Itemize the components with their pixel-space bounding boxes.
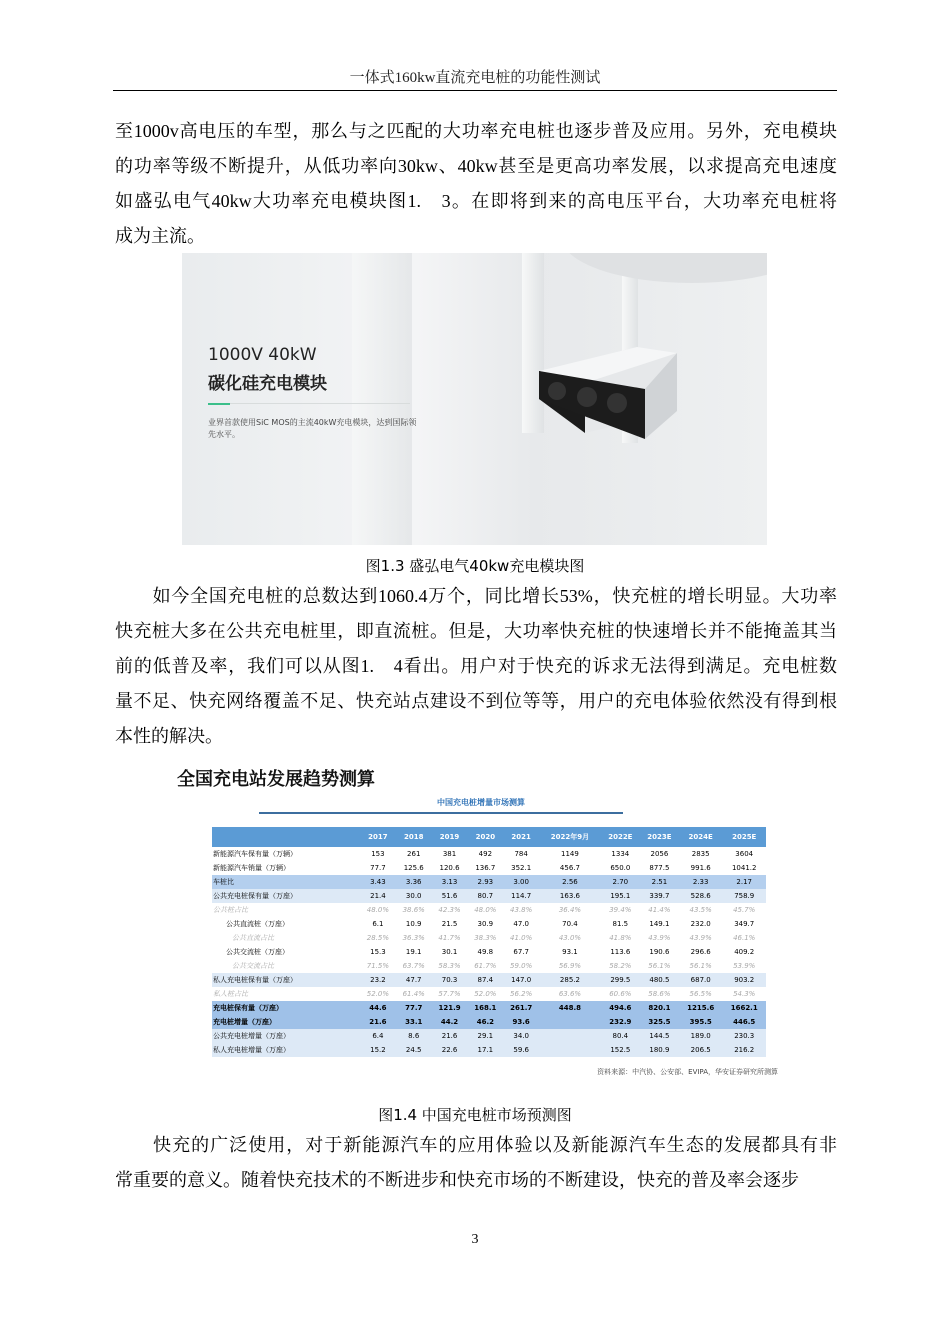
paragraph-3 <box>115 1128 837 1198</box>
table-row <box>212 917 766 931</box>
table-cell: 190.6 <box>649 948 670 956</box>
column-header: 2019 <box>432 827 468 847</box>
figure-title-2: 碳化硅充电模块 <box>208 374 327 394</box>
table-cell: 1215.6 <box>679 1001 722 1015</box>
row-label: 充电桩增量（万座） <box>212 1015 360 1029</box>
table-cell: 67.7 <box>513 948 529 956</box>
column-header: 2024E <box>679 827 722 847</box>
table-cell: 650.0 <box>610 864 631 872</box>
text-line: 常重要的意义。随着快充技术的不断进步和快充市场的不断建设，快充的普及率会逐步 <box>115 1170 799 1190</box>
table-cell: 57.7% <box>438 990 461 998</box>
table-cell: 153 <box>371 850 385 858</box>
table-cell: 43.5% <box>689 906 712 914</box>
text-line: 的功率等级不断提升，从低功率向30kw、40kw甚至是更高功率发展，以求提高充电速度 <box>115 156 837 176</box>
row-label: 车桩比 <box>212 875 360 889</box>
table-cell: 3.13 <box>432 875 468 889</box>
column-header: 2022年9月 <box>539 827 601 847</box>
table-cell: 3.00 <box>503 875 539 889</box>
column-header <box>212 827 360 847</box>
table-cell: 446.5 <box>722 1015 766 1029</box>
table-cell: 1149 <box>561 850 579 858</box>
table-cell: 492 <box>478 850 493 858</box>
table-cell: 820.1 <box>640 1001 679 1015</box>
table-cell: 2.56 <box>539 875 601 889</box>
table-cell: 70.3 <box>432 973 468 987</box>
table-cell: 52.0% <box>366 990 390 998</box>
table-cell: 46.1% <box>733 934 756 942</box>
text-line: 量不足、快充网络覆盖不足、快充站点建设不到位等等，用户的充电体验依然没有得到根 <box>115 691 837 711</box>
table-cell: 3604 <box>735 850 754 858</box>
table-cell: 61.4% <box>402 990 425 998</box>
column-header: 2021 <box>503 827 539 847</box>
table-cell: 54.3% <box>733 990 756 998</box>
table-cell: 206.5 <box>679 1043 722 1057</box>
row-label: 公共充电桩保有量（万座） <box>212 889 360 903</box>
table-cell: 56.2% <box>510 990 533 998</box>
table-cell: 44.6 <box>360 1001 396 1015</box>
table-cell: 30.0 <box>396 889 432 903</box>
table-cell: 758.9 <box>722 889 766 903</box>
table-cell: 189.0 <box>679 1029 722 1043</box>
table-cell: 59.0% <box>510 962 533 970</box>
table-cell: 325.5 <box>640 1015 679 1029</box>
text-line: 快充桩大多在公共充电桩里，即直流桩。但是，大功率快充桩的快速增长并不能掩盖其当 <box>115 621 837 641</box>
table-cell: 114.7 <box>503 889 539 903</box>
table-cell: 1041.2 <box>731 864 757 872</box>
table-cell: 991.6 <box>690 864 711 872</box>
table-cell: 77.7 <box>370 864 386 872</box>
text-line: 本性的解决。 <box>115 726 223 746</box>
table-cell: 41.0% <box>510 934 533 942</box>
row-label: 新能源汽车保有量（万辆） <box>213 850 297 858</box>
table-cell: 56.5% <box>689 990 712 998</box>
table-cell: 39.4% <box>609 906 632 914</box>
column-header: 2022E <box>601 827 640 847</box>
table-cell: 528.6 <box>679 889 722 903</box>
table-cell: 1334 <box>611 850 630 858</box>
table-row <box>212 987 766 1001</box>
table-cell: 494.6 <box>601 1001 640 1015</box>
table-cell: 87.4 <box>467 973 503 987</box>
table-row <box>212 1029 766 1043</box>
column-header: 2025E <box>722 827 766 847</box>
table-cell: 59.6 <box>503 1043 539 1057</box>
table-cell: 296.6 <box>690 948 711 956</box>
table-row <box>212 931 766 945</box>
table-row <box>212 889 766 903</box>
table-cell: 409.2 <box>734 948 755 956</box>
table-cell: 456.7 <box>559 864 580 872</box>
table-cell: 23.2 <box>360 973 396 987</box>
table-cell: 47.7 <box>396 973 432 987</box>
table-cell: 216.2 <box>722 1043 766 1057</box>
accent-bar <box>208 403 230 405</box>
table-cell: 41.7% <box>438 934 461 942</box>
table-cell: 60.6% <box>609 990 632 998</box>
table-cell: 77.7 <box>396 1001 432 1015</box>
table-cell: 261 <box>407 850 421 858</box>
table-cell: 2.33 <box>679 875 722 889</box>
table-cell: 2.70 <box>601 875 640 889</box>
table-cell: 21.4 <box>360 889 396 903</box>
row-label: 新能源汽车销量（万辆） <box>213 864 290 872</box>
column-header: 2020 <box>467 827 503 847</box>
table-subtitle: 中国充电桩增量市场测算 <box>437 798 525 807</box>
figure-title-1: 1000V 40kW <box>208 345 317 365</box>
table-cell: 480.5 <box>640 973 679 987</box>
table-cell: 49.8 <box>477 948 494 956</box>
table-row <box>212 1015 766 1029</box>
table-cell: 42.3% <box>438 906 461 914</box>
table-cell: 285.2 <box>539 973 601 987</box>
text-line: 如今全国充电桩的总数达到1060.4万个，同比增长53%，快充桩的增长明显。大功率 <box>115 586 837 606</box>
column-header: 2017 <box>360 827 396 847</box>
table-cell: 163.6 <box>539 889 601 903</box>
row-label: 公共充电桩增量（万座） <box>212 1029 360 1043</box>
table-cell: 149.1 <box>649 920 670 928</box>
table-row <box>212 875 766 889</box>
table-cell: 22.6 <box>432 1043 468 1057</box>
table-cell: 47.0 <box>513 920 529 928</box>
figure-1-3-caption: 图1.3 盛弘电气40kw充电模块图 <box>365 557 585 575</box>
table-cell: 144.5 <box>640 1029 679 1043</box>
table-cell: 28.5% <box>366 934 390 942</box>
table-cell <box>539 1043 601 1057</box>
table-cell: 38.3% <box>474 934 497 942</box>
table-cell: 136.7 <box>475 864 496 872</box>
paragraph-1 <box>115 114 837 254</box>
table-cell: 6.4 <box>360 1029 396 1043</box>
table-cell: 2.17 <box>722 875 766 889</box>
charging-module-icon <box>537 341 677 439</box>
table-source: 资料来源：中汽协、公安部、EVIPA，华安证券研究所测算 <box>597 1068 778 1076</box>
table-cell: 58.6% <box>648 990 671 998</box>
table-cell: 58.2% <box>609 962 632 970</box>
row-label: 公共交流桩（万座） <box>226 948 289 956</box>
table-cell: 15.3 <box>370 948 386 956</box>
table-cell: 784 <box>514 850 528 858</box>
table-cell: 687.0 <box>679 973 722 987</box>
header-rule <box>113 90 837 91</box>
table-cell: 81.5 <box>612 920 629 928</box>
page-number: 3 <box>471 1232 479 1247</box>
table-cell: 56.1% <box>648 962 671 970</box>
text-line: 快充的广泛使用，对于新能源汽车的应用体验以及新能源汽车生态的发展都具有非 <box>115 1135 837 1155</box>
table-row <box>212 959 766 973</box>
text-line: 至1000v高电压的车型，那么与之匹配的大功率充电桩也逐步普及应用。另外，充电模块 <box>115 121 837 141</box>
table-row <box>212 861 766 875</box>
table-cell: 2835 <box>691 850 710 858</box>
table-cell: 349.7 <box>734 920 755 928</box>
table-cell: 261.7 <box>503 1001 539 1015</box>
table-cell: 3.43 <box>360 875 396 889</box>
table-cell: 48.0% <box>474 906 497 914</box>
table-cell: 395.5 <box>679 1015 722 1029</box>
table-cell: 43.9% <box>689 934 712 942</box>
table-cell: 38.6% <box>402 906 425 914</box>
table-row <box>212 903 766 917</box>
table-cell: 113.6 <box>610 948 631 956</box>
table-cell: 8.6 <box>396 1029 432 1043</box>
table-row <box>212 973 766 987</box>
table-cell: 381 <box>442 850 457 858</box>
table-cell: 120.6 <box>439 864 460 872</box>
table-cell: 15.2 <box>360 1043 396 1057</box>
table-cell: 2.93 <box>467 875 503 889</box>
table-row <box>212 1001 766 1015</box>
table-cell: 71.5% <box>366 962 390 970</box>
table-cell: 125.6 <box>403 864 424 872</box>
table-cell: 80.7 <box>467 889 503 903</box>
table-cell: 2.51 <box>640 875 679 889</box>
table-cell: 10.9 <box>405 920 422 928</box>
table-cell: 41.4% <box>648 906 671 914</box>
table-cell: 80.4 <box>601 1029 640 1043</box>
row-label: 私人桩占比 <box>213 990 248 998</box>
table-cell: 21.6 <box>360 1015 396 1029</box>
table-cell: 6.1 <box>372 920 384 928</box>
table-cell: 1662.1 <box>722 1001 766 1015</box>
table-cell: 44.2 <box>432 1015 468 1029</box>
row-label: 充电桩保有量（万座） <box>212 1001 360 1015</box>
table-cell: 30.9 <box>477 920 494 928</box>
figure-1-4-caption: 图1.4 中国充电桩市场预测图 <box>378 1106 572 1124</box>
table-cell: 2056 <box>650 850 669 858</box>
table-cell: 180.9 <box>640 1043 679 1057</box>
table-cell: 352.1 <box>511 864 532 872</box>
row-label: 私人充电桩保有量（万座） <box>212 973 360 987</box>
table-cell: 152.5 <box>601 1043 640 1057</box>
table-cell: 195.1 <box>601 889 640 903</box>
table-cell: 33.1 <box>396 1015 432 1029</box>
table-cell: 232.0 <box>690 920 711 928</box>
table-cell: 232.9 <box>601 1015 640 1029</box>
table-cell: 34.0 <box>503 1029 539 1043</box>
table-cell: 56.9% <box>558 962 582 970</box>
column-header: 2018 <box>396 827 432 847</box>
table-cell <box>539 1029 601 1043</box>
table-cell: 24.5 <box>396 1043 432 1057</box>
table-row <box>212 847 766 861</box>
table-cell: 339.7 <box>640 889 679 903</box>
table-cell: 45.7% <box>733 906 756 914</box>
text-line: 成为主流。 <box>115 226 205 246</box>
table-cell: 51.6 <box>432 889 468 903</box>
table-cell: 21.6 <box>432 1029 468 1043</box>
table-cell: 53.9% <box>733 962 756 970</box>
table-cell: 48.0% <box>366 906 390 914</box>
table-cell: 41.8% <box>609 934 632 942</box>
table-cell: 299.5 <box>601 973 640 987</box>
table-cell: 56.1% <box>689 962 712 970</box>
table-cell: 43.9% <box>648 934 671 942</box>
row-label: 公共交流占比 <box>232 962 274 970</box>
table-cell: 877.5 <box>649 864 670 872</box>
forecast-table <box>212 827 766 1057</box>
table-cell: 46.2 <box>467 1015 503 1029</box>
row-label: 私人充电桩增量（万座） <box>212 1043 360 1057</box>
table-cell: 43.8% <box>510 906 533 914</box>
figure-description: 业界首款使用SiC MOS的主流40kW充电模块，达到国际领先水平。 <box>208 418 417 439</box>
table-cell: 43.0% <box>558 934 582 942</box>
table-cell: 63.7% <box>402 962 425 970</box>
table-cell: 36.3% <box>402 934 425 942</box>
table-cell: 63.6% <box>558 990 582 998</box>
row-label: 公共直流占比 <box>232 934 274 942</box>
text-line: 如盛弘电气40kw大功率充电模块图1. 3。在即将到来的高电压平台，大功率充电桩将 <box>115 191 837 211</box>
table-cell: 17.1 <box>467 1043 503 1057</box>
figure-title: 全国充电站发展趋势测算 <box>177 769 375 790</box>
figure-charging-module-image <box>182 253 767 545</box>
row-label: 公共桩占比 <box>213 906 248 914</box>
table-cell: 36.4% <box>558 906 582 914</box>
column-header: 2023E <box>640 827 679 847</box>
table-cell: 21.5 <box>441 920 458 928</box>
table-cell: 3.36 <box>396 875 432 889</box>
table-cell: 230.3 <box>722 1029 766 1043</box>
table-cell: 30.1 <box>441 948 458 956</box>
table-cell <box>539 1015 601 1029</box>
table-cell: 903.2 <box>722 973 766 987</box>
row-label: 公共直流桩（万座） <box>226 920 289 928</box>
table-cell: 93.6 <box>503 1015 539 1029</box>
text-line: 前的低普及率，我们可以从图1. 4看出。用户对于快充的诉求无法得到满足。充电桩数 <box>115 656 837 676</box>
running-header: 一体式160kw直流充电桩的功能性测试 <box>349 70 601 86</box>
table-cell: 61.7% <box>474 962 497 970</box>
table-cell: 58.3% <box>438 962 461 970</box>
table-row <box>212 1043 766 1057</box>
table-cell: 448.8 <box>539 1001 601 1015</box>
table-cell: 168.1 <box>467 1001 503 1015</box>
table-cell: 93.1 <box>562 948 578 956</box>
paragraph-2 <box>115 579 837 754</box>
figure-market-forecast-table <box>175 765 790 1085</box>
table-cell: 147.0 <box>503 973 539 987</box>
table-cell: 70.4 <box>562 920 578 928</box>
table-cell: 52.0% <box>474 990 497 998</box>
table-cell: 29.1 <box>467 1029 503 1043</box>
table-row <box>212 945 766 959</box>
table-cell: 121.9 <box>432 1001 468 1015</box>
table-cell: 19.1 <box>405 948 422 956</box>
